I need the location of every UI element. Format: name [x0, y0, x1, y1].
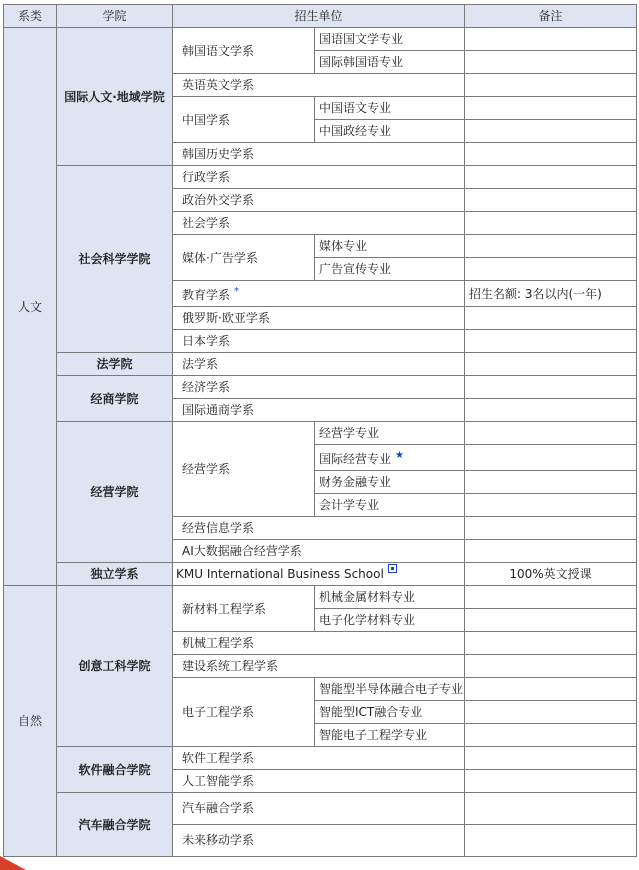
note-cell: [465, 701, 637, 724]
note-cell: [465, 212, 637, 235]
unit-education: [173, 281, 465, 307]
note-cell: [465, 353, 637, 376]
header-college: 学院: [57, 5, 173, 28]
major-business-1: 经营学专业: [315, 422, 465, 445]
note-cell: [465, 724, 637, 747]
major-chinese-2: 中国政经专业: [315, 120, 465, 143]
college-intl: 国际人文·地域学院: [57, 28, 173, 166]
square-mark-icon: [388, 564, 397, 573]
unit-construction: 建设系统工程学系: [173, 655, 465, 678]
major-business-4: 会计学专业: [315, 494, 465, 517]
college-indep: 独立学系: [57, 563, 173, 586]
note-cell: [465, 97, 637, 120]
table-row: [4, 422, 637, 445]
corner-decoration: [0, 856, 26, 870]
note-cell: [465, 422, 637, 445]
note-cell: [465, 793, 637, 825]
note-cell: [465, 517, 637, 540]
major-materials-1: 机械金属材料专业: [315, 586, 465, 609]
note-cell: [465, 74, 637, 97]
table-row: [4, 747, 637, 770]
admission-table-wrapper: [3, 4, 637, 857]
table-row: [4, 376, 637, 399]
note-cell: [465, 609, 637, 632]
unit-english: 英语英文学系: [173, 74, 465, 97]
note-cell: [465, 376, 637, 399]
note-cell: [465, 540, 637, 563]
note-cell: [465, 143, 637, 166]
unit-future-mobility: 未来移动学系: [173, 825, 465, 857]
asterisk-mark: *: [234, 286, 240, 297]
unit-economics: 经济学系: [173, 376, 465, 399]
note-cell: [465, 494, 637, 517]
note-cell: [465, 51, 637, 74]
unit-mis: 经营信息学系: [173, 517, 465, 540]
note-cell: [465, 28, 637, 51]
table-row: [4, 166, 637, 189]
unit-kmu-ibs: [173, 563, 465, 586]
table-row: [4, 586, 637, 609]
unit-chinese: 中国学系: [173, 97, 315, 143]
major-electronic-3: 智能电子工程学专业: [315, 724, 465, 747]
unit-ai-bigdata: AI大数据融合经营学系: [173, 540, 465, 563]
unit-japan: 日本学系: [173, 330, 465, 353]
major-media-2: 广告宣传专业: [315, 258, 465, 281]
unit-materials: 新材料工程学系: [173, 586, 315, 632]
unit-korean-hist: 韩国历史学系: [173, 143, 465, 166]
note-education: 招生名额: 3名以内(一年): [465, 281, 637, 307]
note-cell: [465, 120, 637, 143]
table-row: [4, 793, 637, 825]
unit-ai: 人工智能学系: [173, 770, 465, 793]
header-note: 备注: [465, 5, 637, 28]
note-cell: [465, 235, 637, 258]
table-row: [4, 353, 637, 376]
major-business-2-label: 国际经营专业: [319, 452, 392, 466]
table-header-row: [4, 5, 637, 28]
unit-sociology: 社会学系: [173, 212, 465, 235]
note-cell: [465, 445, 637, 471]
unit-politics: 政治外交学系: [173, 189, 465, 212]
major-electronic-1: 智能型半导体融合电子专业: [315, 678, 465, 701]
table-row: [4, 563, 637, 586]
admission-units-table: [3, 4, 637, 857]
major-chinese-1: 中国语文专业: [315, 97, 465, 120]
unit-admin: 行政学系: [173, 166, 465, 189]
college-econ: 经商学院: [57, 376, 173, 422]
category-natural: 自然: [4, 586, 57, 857]
header-category: 系类: [4, 5, 57, 28]
note-cell: [465, 307, 637, 330]
unit-software-eng: 软件工程学系: [173, 747, 465, 770]
unit-media: 媒体·广告学系: [173, 235, 315, 281]
college-software: 软件融合学院: [57, 747, 173, 793]
note-cell: [465, 770, 637, 793]
category-humanities: 人文: [4, 28, 57, 586]
note-cell: [465, 258, 637, 281]
major-media-1: 媒体专业: [315, 235, 465, 258]
note-kmu: 100%英文授课: [465, 563, 637, 586]
major-korean-lit-1: 国语国文学专业: [315, 28, 465, 51]
college-auto: 汽车融合学院: [57, 793, 173, 857]
unit-auto-fusion: 汽车融合学系: [173, 793, 465, 825]
college-law: 法学院: [57, 353, 173, 376]
note-cell: [465, 655, 637, 678]
note-cell: [465, 632, 637, 655]
note-cell: [465, 399, 637, 422]
note-cell: [465, 747, 637, 770]
note-cell: [465, 471, 637, 494]
unit-trade: 国际通商学系: [173, 399, 465, 422]
major-business-3: 财务金融专业: [315, 471, 465, 494]
unit-electronic: 电子工程学系: [173, 678, 315, 747]
college-mgmt: 经营学院: [57, 422, 173, 563]
college-social: 社会科学学院: [57, 166, 173, 353]
major-business-2: [315, 445, 465, 471]
unit-education-label: 教育学系: [182, 288, 231, 302]
major-korean-lit-2: 国际韩国语专业: [315, 51, 465, 74]
note-cell: [465, 586, 637, 609]
note-cell: [465, 825, 637, 857]
unit-law: 法学系: [173, 353, 465, 376]
note-cell: [465, 189, 637, 212]
star-mark: ★: [395, 450, 404, 461]
table-row: [4, 28, 637, 51]
unit-business: 经营学系: [173, 422, 315, 517]
header-unit: 招生单位: [173, 5, 465, 28]
unit-russia: 俄罗斯·欧亚学系: [173, 307, 465, 330]
unit-kmu-ibs-label: KMU International Business School: [176, 567, 384, 581]
note-cell: [465, 166, 637, 189]
note-cell: [465, 330, 637, 353]
major-materials-2: 电子化学材料专业: [315, 609, 465, 632]
major-electronic-2: 智能型ICT融合专业: [315, 701, 465, 724]
college-creative: 创意工科学院: [57, 586, 173, 747]
unit-korean-lit: 韩国语文学系: [173, 28, 315, 74]
note-cell: [465, 678, 637, 701]
unit-mech: 机械工程学系: [173, 632, 465, 655]
